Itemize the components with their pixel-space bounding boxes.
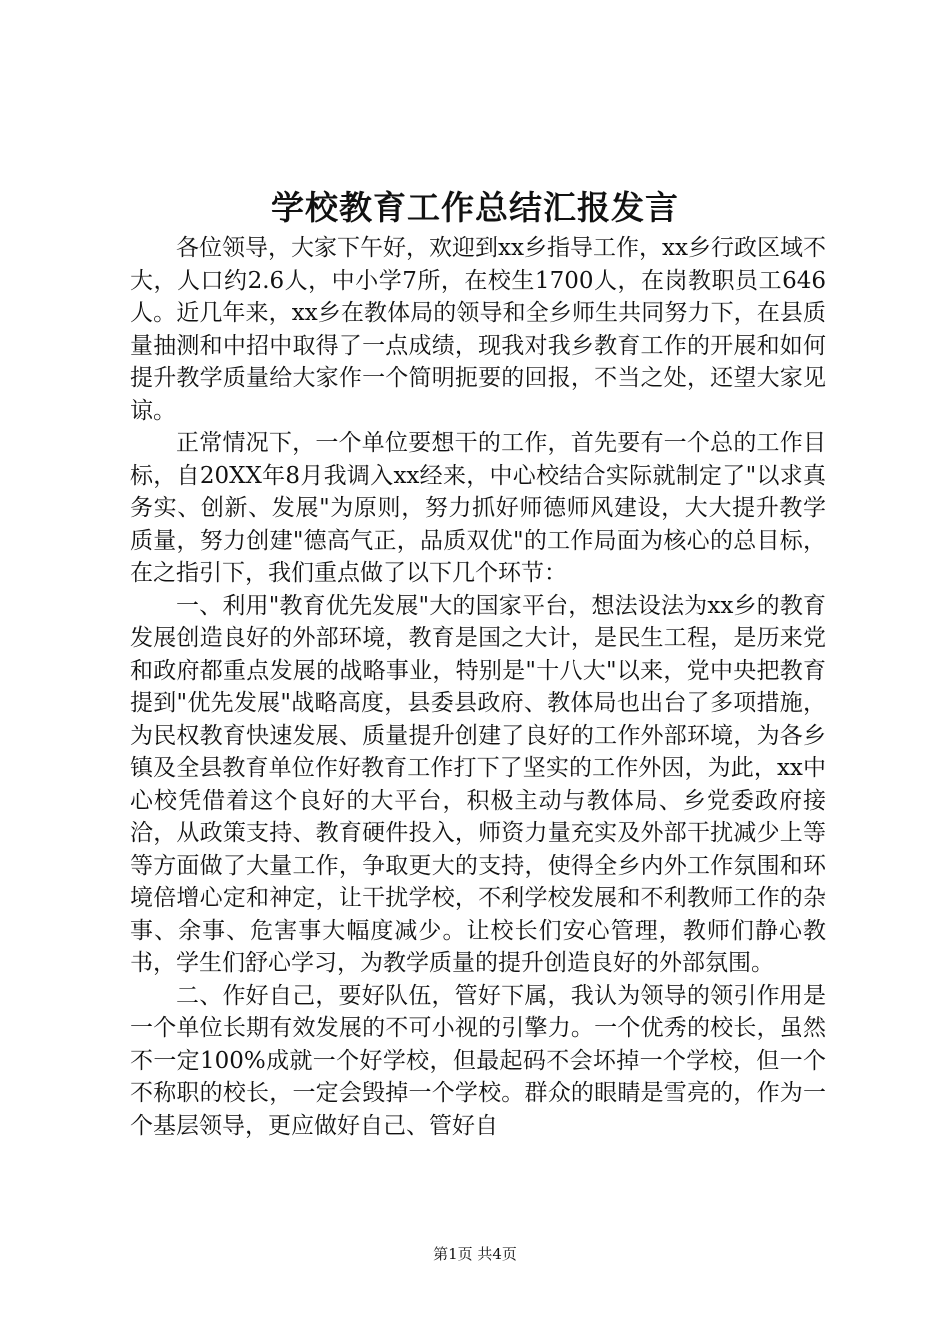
paragraph-point-two: 二、作好自己，要好队伍，管好下属，我认为领导的领引作用是一个单位长期有效发展的不可小视的引擎力。一个优秀的校长，虽然不一定100%成就一个好学校，但最起码不会坏掉一个学校，但一个不称职的校长，一定会毁掉一个学校。群众的眼睛是雪亮的，作为一个基层领导，更应做好自己、管好自 bbox=[130, 982, 826, 1139]
paragraph-point-one: 一、利用"教育优先发展"大的国家平台，想法设法为xx乡的教育发展创造良好的外部环境，教育是国之大计，是民生工程，是历来党和政府都重点发展的战略事业，特别是"十八大"以来，党中央把教育提到"优先发展"战略高度，县委县政府、教体局也出台了多项措施，为民权教育快速发展、质量提升创建了良好的工作外部环境，为各乡镇及全县教育单位作好教育工作打下了坚实的工作外因，为此，xx中心校凭借着这个良好的大平台，积极主动与教体局、乡党委政府接洽，从政策支持、教育硬件投入，师资力量充实及外部干扰减少上等等方面做了大量工作，争取更大的支持，使得全乡内外工作氛围和环境倍增心定和神定，让干扰学校，不利学校发展和不利教师工作的杂事、余事、危害事大幅度减少。让校长们安心管理，教师们静心教书，学生们舒心学习，为教学质量的提升创造良好的外部氛围。 bbox=[130, 592, 826, 976]
page-footer: 第1页 共4页 bbox=[433, 1245, 517, 1263]
paragraph-goal: 正常情况下，一个单位要想干的工作，首先要有一个总的工作目标，自20XX年8月我调入xx经来，中心校结合实际就制定了"以求真务实、创新、发展"为原则，努力抓好师德师风建设，大大提升教学质量，努力创建"德高气正，品质双优"的工作局面为核心的总目标，在之指引下，我们重点做了以下几个环节： bbox=[130, 430, 826, 586]
paragraph-intro: 各位领导，大家下午好，欢迎到xx乡指导工作，xx乡行政区域不大，人口约2.6人，中小学7所，在校生1700人，在岗教职员工646人。近几年来，xx乡在教体局的领导和全乡师生共同努力下，在县质量抽测和中招中取得了一点成绩，现我对我乡教育工作的开展和如何提升教学质量给大家作一个简明扼要的回报，不当之处，还望大家见谅。 bbox=[130, 235, 826, 424]
document-body bbox=[130, 232, 826, 1142]
document-title: 学校教育工作总结汇报发言 bbox=[271, 188, 679, 227]
